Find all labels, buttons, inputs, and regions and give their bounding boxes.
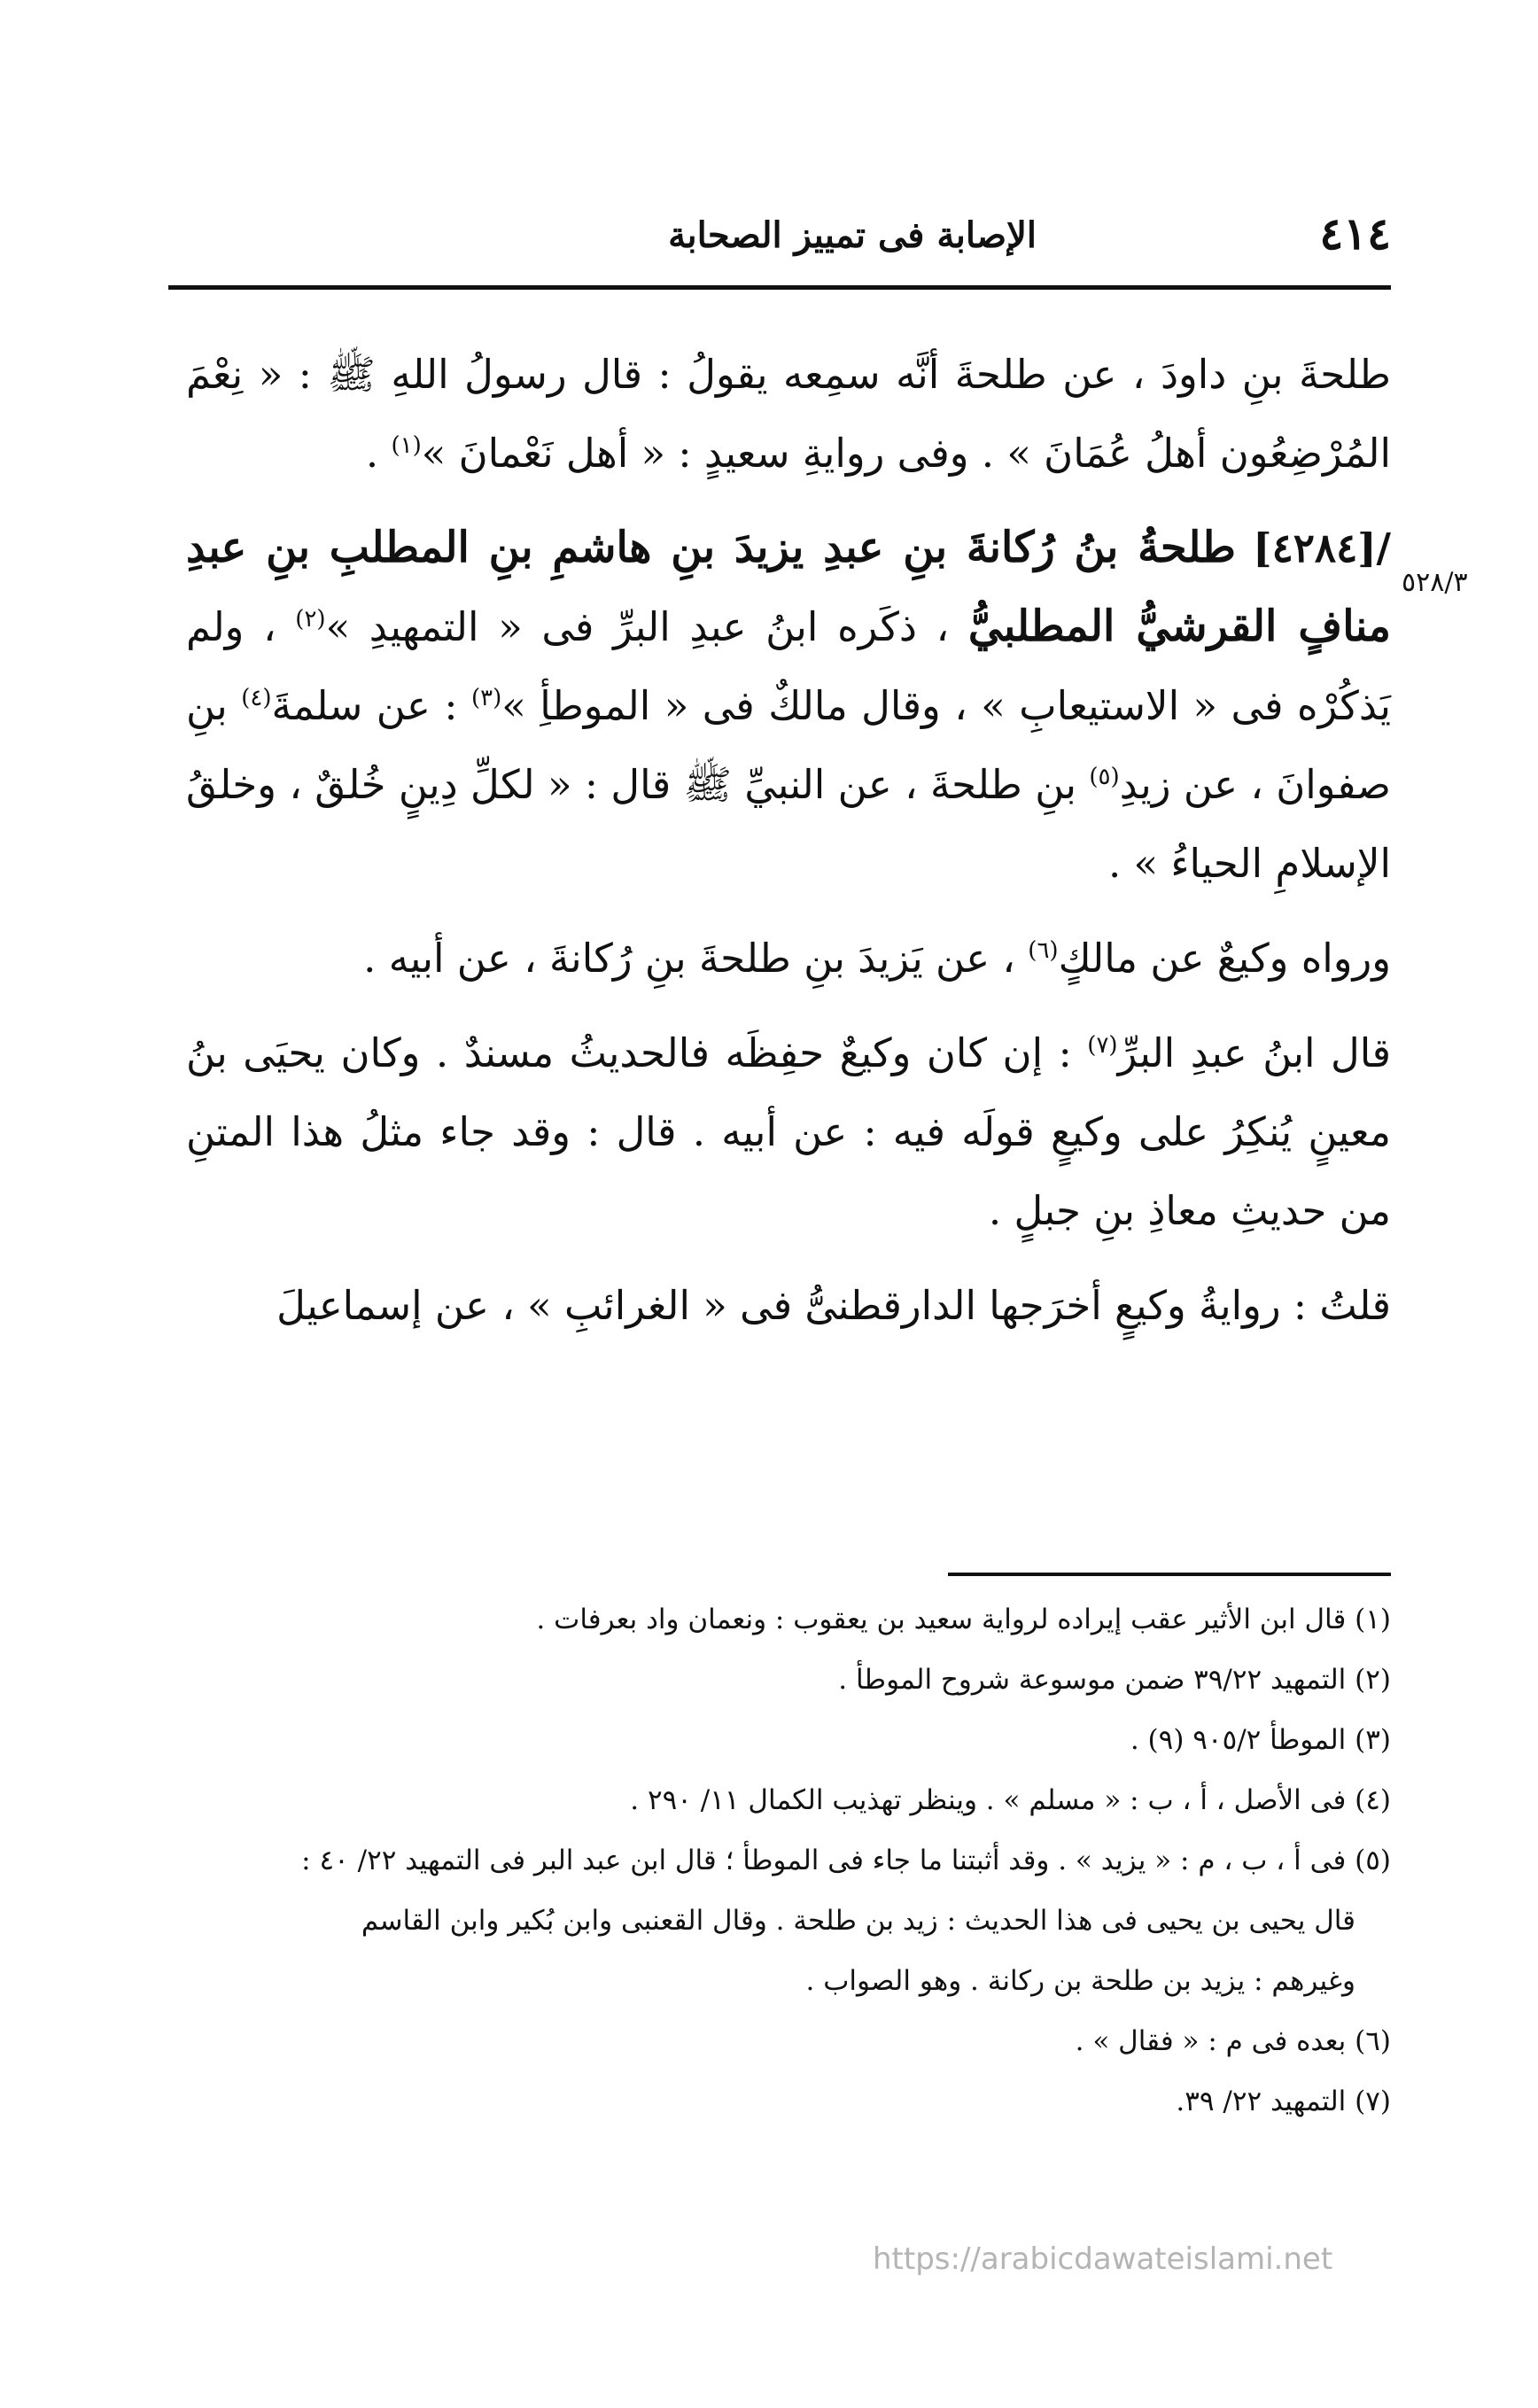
entry-text: : عن سلمةَ bbox=[271, 682, 458, 729]
paragraph-daraqutni bbox=[186, 1266, 1391, 1345]
entry-text: بنِ صفوانَ ، عن زيدِ bbox=[186, 682, 1391, 808]
paragraph-ibn-abd-albarr bbox=[186, 1014, 1391, 1250]
footnote-2: (٢) التمهيد ٣٩/٢٢ ضمن موسوعة شروح الموطأ . bbox=[838, 1664, 1391, 1696]
book-title: الإصابة فى تمييز الصحابة bbox=[668, 214, 1037, 256]
margin-volume-page-note: ٥٢٨/٣ bbox=[1402, 567, 1468, 598]
footnote-ref-7[interactable]: (٧) bbox=[1087, 1032, 1118, 1059]
footnote-ref-2[interactable]: (٢) bbox=[295, 606, 326, 633]
paragraph-text: قال ابنُ عبدِ البرِّ bbox=[1117, 1029, 1391, 1076]
entry-heading: طلحةُ بنُ رُكانةَ بنِ عبدِ يزيدَ بنِ هاشمِ بنِ المطلبِ بنِ عبدِ منافٍ القرشيُّ المطلبيُّ bbox=[186, 523, 1392, 651]
entry-text: ، ولم يَذكُرْه فى « الاستيعابِ » ، وقال مالكٌ فى « الموطأِ » bbox=[186, 603, 1391, 729]
main-text bbox=[186, 335, 1391, 1361]
paragraph-text: : إن كان وكيعٌ حفِظَه فالحديثُ مسندٌ . وكان يحيَى بنُ معينٍ يُنكِرُ على وكيعٍ قولَه فيه : عن أبيه . قال : وقد جاء مثلُ هذا المتنِ من حديثِ معاذِ بنِ جبلٍ . bbox=[186, 1029, 1391, 1234]
paragraph-text: ، عن يَزيدَ بنِ طلحةَ بنِ رُكانةَ ، عن أبيه . bbox=[363, 935, 1015, 982]
page-header bbox=[168, 204, 1391, 275]
footnote-ref-5[interactable]: (٥) bbox=[1089, 764, 1120, 790]
footnote-6: (٦) بعده فى م : « فقال » . bbox=[1075, 2025, 1391, 2057]
footnote-ref-6[interactable]: (٦) bbox=[1028, 937, 1059, 964]
footnote-1: (١) قال ابن الأثير عقب إيراده لرواية سعيد بن يعقوب : ونعمان واد بعرفات . bbox=[536, 1604, 1391, 1635]
header-divider bbox=[168, 285, 1391, 290]
paragraph-waki-narration bbox=[186, 919, 1391, 998]
paragraph-text: ورواه وكيعٌ عن مالكٍ bbox=[1058, 935, 1391, 982]
entry-text: ، ذكَره ابنُ عبدِ البرِّ فى « التمهيدِ » bbox=[325, 603, 950, 650]
paragraph-hadith-oman bbox=[186, 335, 1391, 493]
footnote-divider bbox=[948, 1573, 1391, 1576]
entry-text: بنِ طلحةَ ، عن النبيِّ ﷺ قال : « لكلِّ دِينٍ خُلقٌ ، وخلقُ الإسلامِ الحياءُ » . bbox=[186, 761, 1391, 887]
footnote-7: (٧) التمهيد ٢٢/ ٣٩. bbox=[1176, 2086, 1391, 2117]
watermark-url: https://arabicdawateislami.net bbox=[873, 2241, 1333, 2277]
entry-number: /[٤٢٨٤] bbox=[1253, 524, 1391, 571]
footnote-ref-4[interactable]: (٤) bbox=[241, 685, 272, 711]
paragraph-text: طلحةَ بنِ داودَ ، عن طلحةَ أنَّه سمِعه يقولُ : قال رسولُ اللهِ ﷺ : « نِعْمَ المُرْضِعُون أهلُ عُمَانَ » . وفى روايةِ سعيدٍ : « أهل نَعْمانَ » bbox=[186, 351, 1391, 477]
page-number: ٤١٤ bbox=[1319, 207, 1391, 260]
paragraph-text: قلتُ : روايةُ وكيعٍ أخرَجها الدارقطنىُّ فى « الغرائبِ » ، عن إسماعيلَ bbox=[276, 1282, 1391, 1329]
footnote-ref-1[interactable]: (١) bbox=[391, 432, 422, 459]
footnote-3: (٣) الموطأ ٩٠٥/٢ (٩) . bbox=[1130, 1724, 1391, 1756]
footnote-5-continuation: قال يحيى بن يحيى فى هذا الحديث : زيد بن طلحة . وقال القعنبى وابن بُكير وابن القاسم bbox=[361, 1905, 1355, 1937]
footnote-ref-3[interactable]: (٣) bbox=[470, 685, 502, 711]
entry-4284 bbox=[186, 509, 1391, 903]
footnote-4: (٤) فى الأصل ، أ ، ب : « مسلم » . وينظر تهذيب الكمال ١١/ ٢٩٠ . bbox=[630, 1784, 1391, 1816]
footnote-5: (٥) فى أ ، ب ، م : « يزيد » . وقد أثبتنا ما جاء فى الموطأ ؛ قال ابن عبد البر فى التمهيد ٢٢/ ٤٠ : bbox=[301, 1845, 1391, 1876]
footnotes bbox=[186, 1595, 1391, 2137]
footnote-5-continuation: وغيرهم : يزيد بن طلحة بن ركانة . وهو الصواب . bbox=[805, 1965, 1355, 1997]
paragraph-text-end: . bbox=[365, 430, 392, 477]
